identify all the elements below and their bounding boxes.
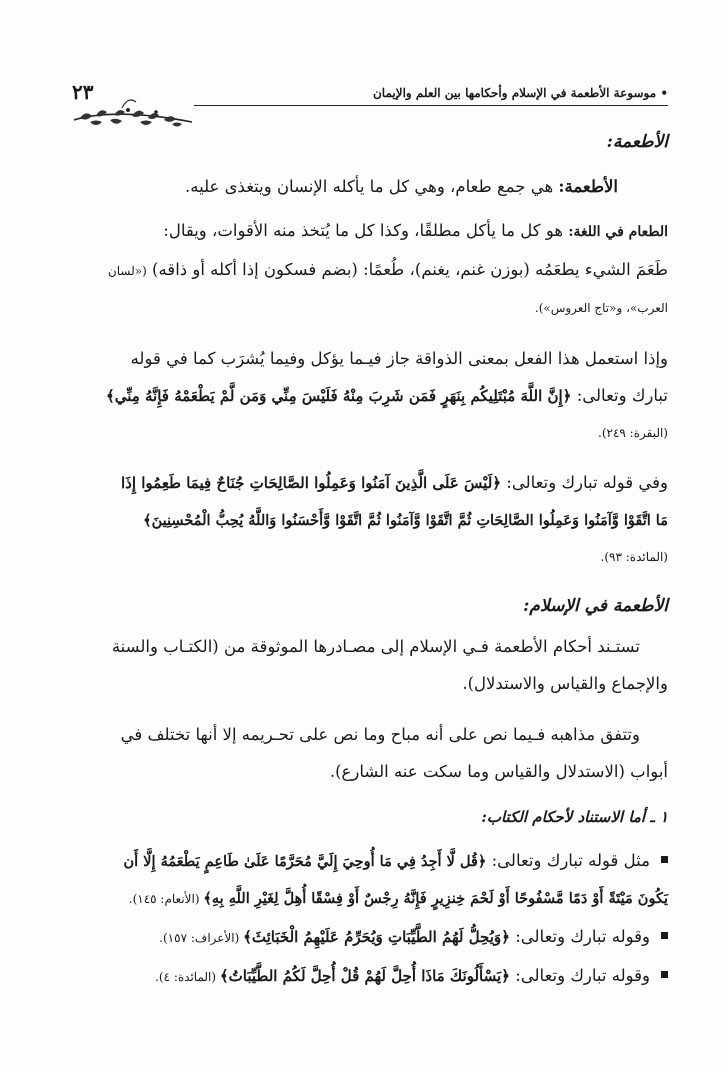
verse-reference-araf: (الأعراف: ١٥٧). bbox=[159, 931, 244, 945]
quran-verse-maidah-93-part2: مَا اتَّقَوْا وَّآمَنُوا وَعَمِلُوا الصَّالِحَاتِ ثُمَّ اتَّقَوْا وَّآمَنُوا ثُمَّ اتَّقَوْا وَّأَحْسَنُوا وَاللَّهُ يُحِبُّ الْمُحْسِنِينَ﴾ bbox=[143, 512, 668, 529]
section-heading-book-rulings: ١ ـ أما الاستناد لأحكام الكتاب: bbox=[481, 808, 668, 826]
list-item-intro: وقوله تبارك وتعالى: bbox=[509, 927, 650, 946]
quran-verse-maidah-4: ﴿يَسْأَلُونَكَ مَاذَا أُحِلَّ لَهُمْ قُلْ أُحِلَّ لَكُمُ الطَّيِّبَاتُ﴾ bbox=[219, 967, 510, 985]
section-heading-foods: الأطعمة: bbox=[606, 132, 668, 152]
quran-verse-anam-part2: يَكُونَ مَيْتَةً أَوْ دَمًا مَّسْفُوحًا أَوْ لَحْمَ خِنزِيرٍ فَإِنَّهُ رِجْسٌ أَوْ فِسْقًا أُهِلَّ لِغَيْرِ اللَّهِ بِهِ﴾ bbox=[203, 890, 668, 907]
list-item-intro: وقوله تبارك وتعالى: bbox=[509, 966, 650, 985]
maidah-intro: وفي قوله تبارك وتعالى: bbox=[501, 473, 668, 492]
schools-paragraph bbox=[66, 716, 668, 790]
verse-reference-anam: (الأنعام: ١٤٥). bbox=[128, 892, 204, 906]
definition-text: هي جمع طعام، وهي كل ما يأكله الإنسان ويتغذى عليه. bbox=[185, 177, 559, 196]
definition-label: الأطعمة: bbox=[558, 177, 618, 196]
list-item bbox=[66, 957, 668, 996]
list-item-continuation bbox=[66, 880, 668, 918]
usage-intro: تبارك وتعالى: bbox=[571, 386, 668, 405]
quran-verse-maidah-93-part1: ﴿لَيْسَ عَلَى الَّذِينَ آمَنُوا وَعَمِلُوا الصَّالِحَاتِ جُنَاحٌ فِيمَا طَعِمُوا إِذَا bbox=[121, 474, 502, 492]
list-item bbox=[66, 918, 668, 957]
verses-list bbox=[66, 842, 668, 996]
schools-line-1: وتتفق مذاهبه فـيما نص على أنه مباح وما نص على تحـريمه إلا أنها تختلف في bbox=[120, 725, 640, 744]
quran-verse-araf: ﴿وَيُحِلُّ لَهُمُ الطَّيِّبَاتِ وَيُحَرِّمُ عَلَيْهِمُ الْخَبَائِثَ﴾ bbox=[243, 928, 510, 946]
linguistic-line-3: العرب»، و«تاج العروس»). bbox=[534, 301, 668, 315]
source-reference: («لسان bbox=[107, 264, 147, 278]
list-item-intro: مثل قوله تبارك وتعالى: bbox=[486, 851, 650, 870]
header-rule bbox=[194, 105, 668, 106]
page-number: ٢٣ bbox=[72, 80, 94, 104]
verse-reference-maidah-4: (المائدة: ٤). bbox=[155, 970, 220, 984]
verse-reference-baqarah: (البقرة: ٢٤٩). bbox=[598, 426, 668, 440]
definition-paragraph bbox=[66, 168, 618, 205]
bullet-icon bbox=[661, 932, 668, 939]
usage-line-1: وإذا استعمل هذا الفعل بمعنى الذواقة جاز فيـما يؤكل وفيما يُشرَب كما في قوله bbox=[130, 349, 668, 368]
verse-reference-maidah-93: (المائدة: ٩٣). bbox=[600, 550, 668, 564]
section-heading-foods-in-islam: الأطعمة في الإسلام: bbox=[523, 596, 668, 616]
bullet-icon bbox=[661, 856, 668, 863]
schools-line-2: أبواب (الاستدلال والقياس وما سكت عنه الشارع). bbox=[329, 762, 668, 781]
sources-line-2: والإجماع والقياس والاستدلال). bbox=[462, 674, 668, 693]
quran-verse-anam-part1: ﴿قُل لَّا أَجِدُ فِي مَا أُوحِيَ إِلَيَّ مُحَرَّمًا عَلَىٰ طَاعِمٍ يَطْعَمُهُ إِلَّا أَن bbox=[123, 853, 487, 870]
floral-ornament-icon bbox=[70, 86, 196, 132]
maidah-paragraph bbox=[66, 464, 668, 576]
linguistic-label: الطعام في اللغة: bbox=[568, 224, 668, 240]
linguistic-line-2: طَعَمَ الشيء يطعَمُه (بوزن غنم، يغنم)، طُعمًا: (بضم فسكون إذا أكله أو ذاقه) bbox=[146, 260, 668, 279]
quran-verse-baqarah: ﴿إِنَّ اللَّهَ مُبْتَلِيكُم بِنَهَرٍ فَمَن شَرِبَ مِنْهُ فَلَيْسَ مِنِّي وَمَن لَّمْ يَطْعَمْهُ فَإِنَّهُ مِنِّي﴾ bbox=[105, 387, 572, 405]
bullet-icon bbox=[661, 971, 668, 978]
page-header bbox=[66, 78, 668, 130]
sources-paragraph bbox=[66, 628, 668, 702]
usage-paragraph bbox=[66, 340, 668, 452]
linguistic-paragraph bbox=[66, 212, 668, 327]
running-title: • موسوعة الأطعمة في الإسلام وأحكامها بين العلم والإيمان bbox=[372, 86, 668, 100]
list-item bbox=[66, 842, 668, 880]
sources-line-1: تستـند أحكام الأطعمة فـي الإسلام إلى مصـادرها الموثوقة من (الكتـاب والسنة bbox=[111, 637, 640, 656]
linguistic-line-1: هو كل ما يأكل مطلقًا، وكذا كل ما يُتخذ منه الأقوات، ويقال: bbox=[163, 221, 569, 240]
